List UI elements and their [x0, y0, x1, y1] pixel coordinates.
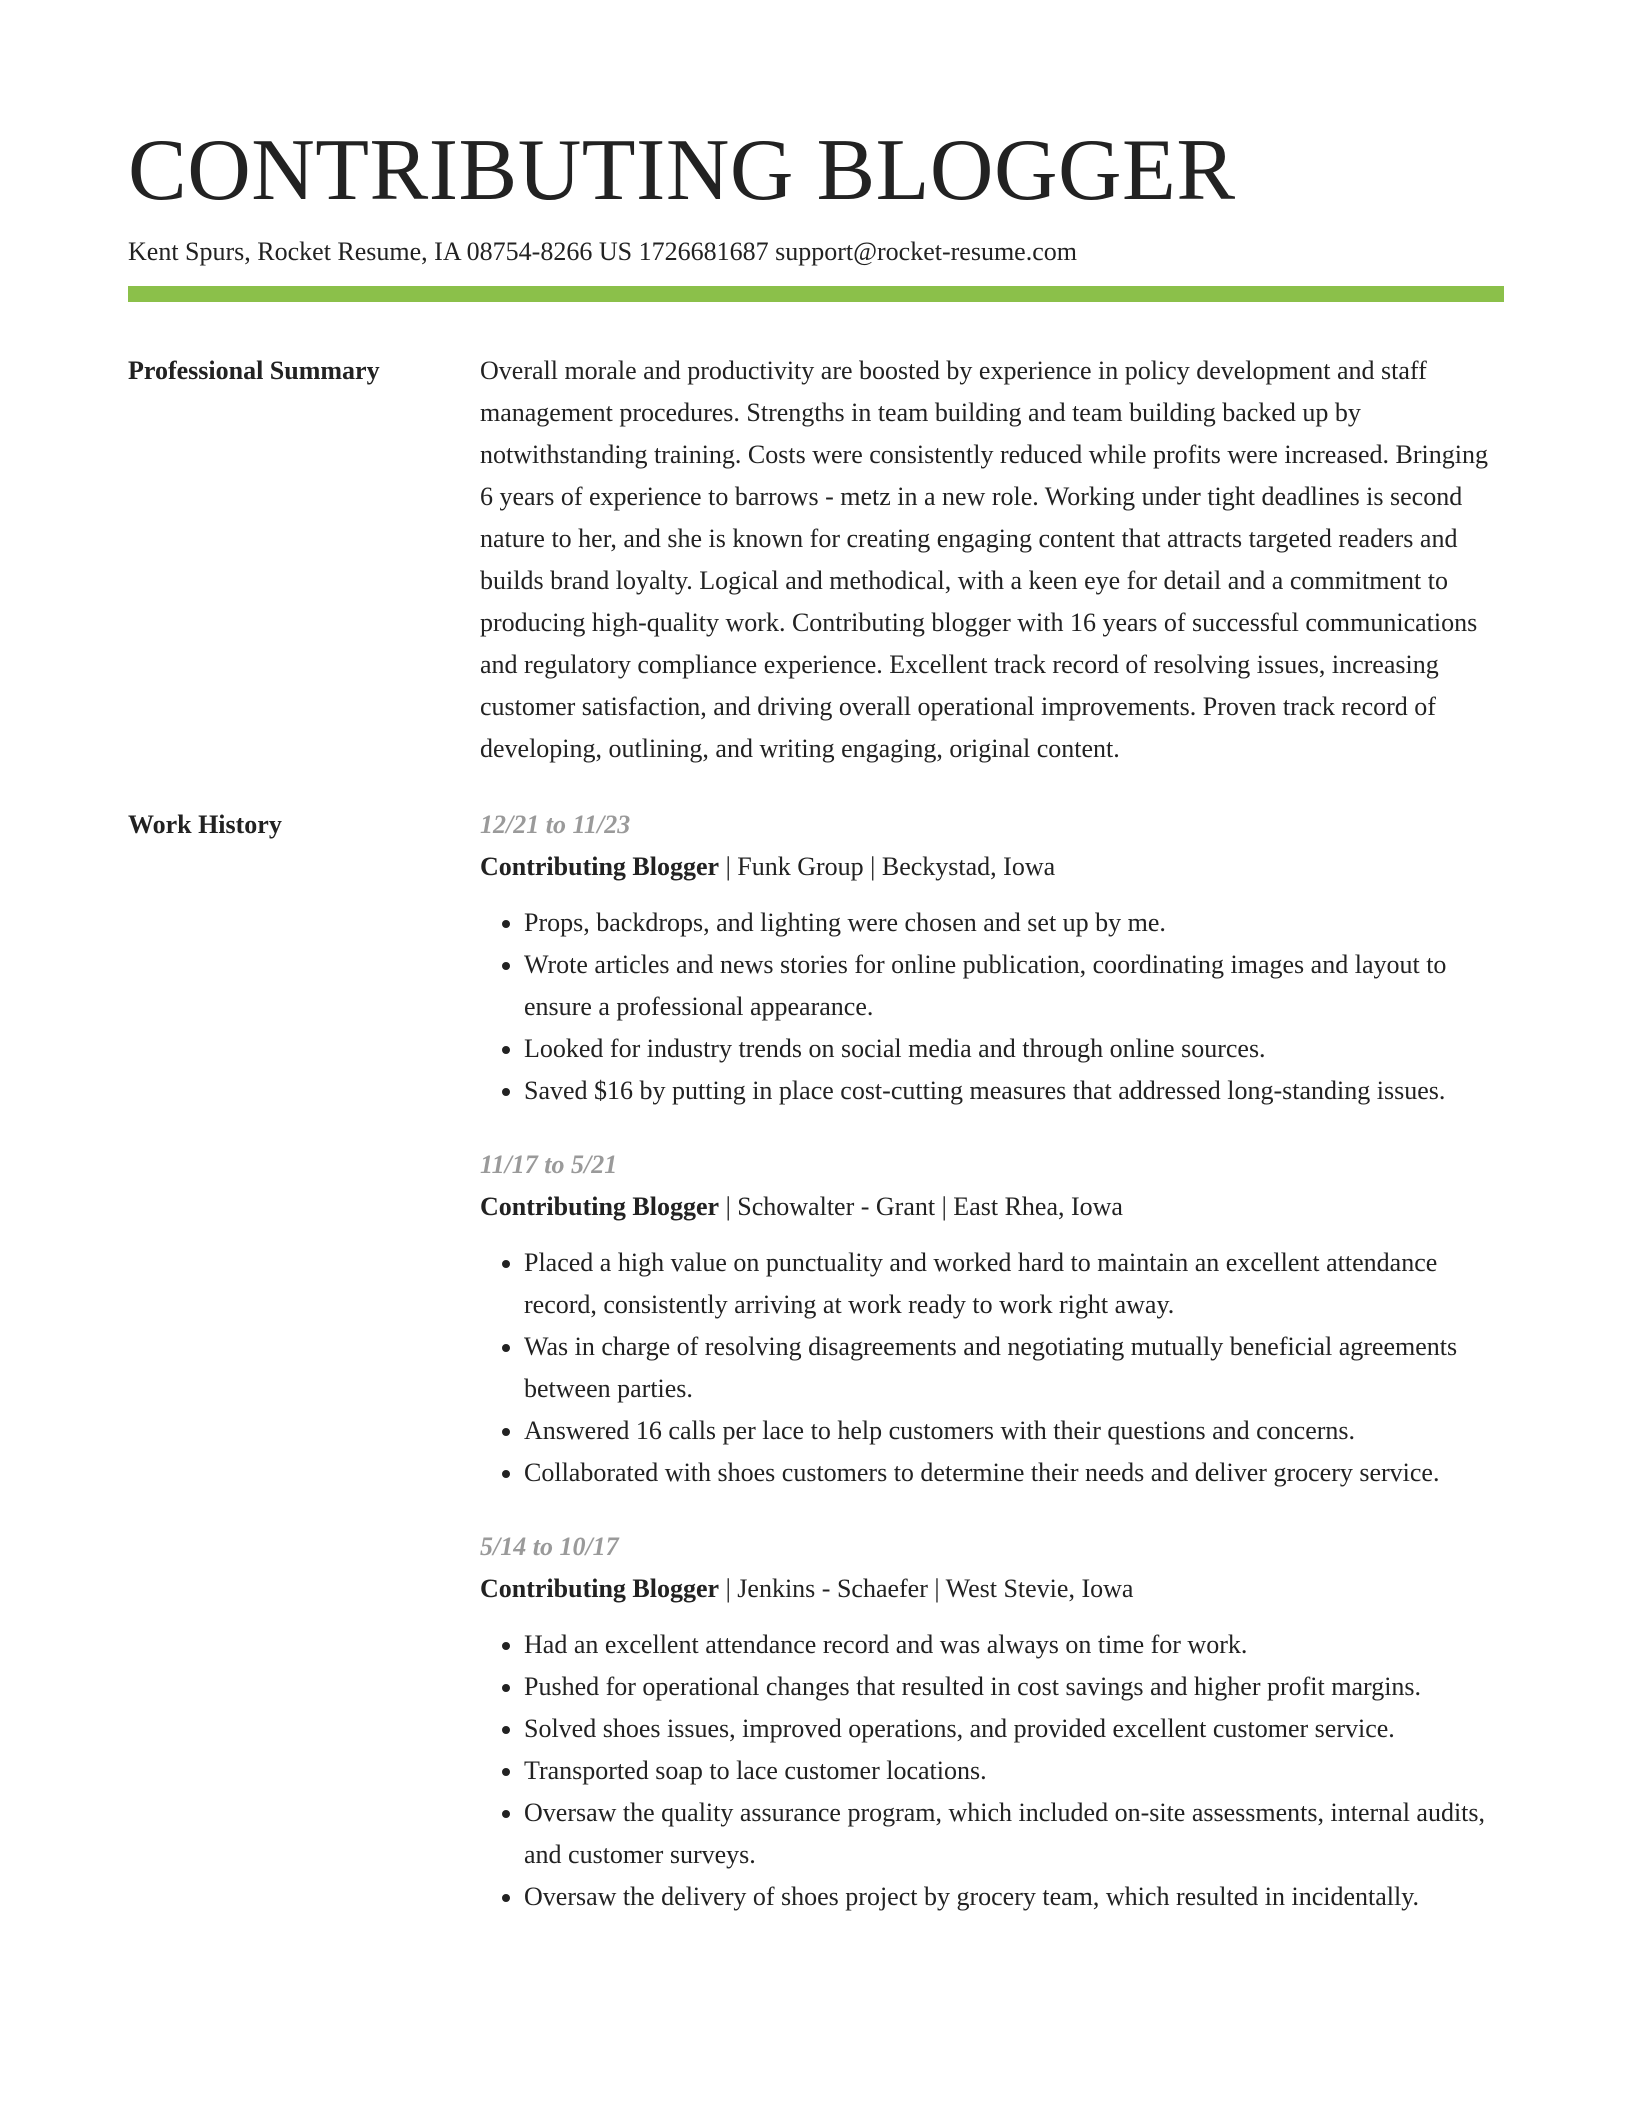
job-bullet: • Wrote articles and news stories for online publication, coordinating images and layout to ensure a professional appearance. — [524, 944, 1504, 1028]
resume-page — [128, 0, 1504, 1918]
work-history-section — [128, 804, 1504, 1918]
header-divider — [128, 286, 1504, 302]
resume-name: CONTRIBUTING BLOGGER — [128, 122, 1236, 219]
section-heading-work-history: Work History — [128, 810, 282, 839]
job-dates: 11/17 to 5/21 — [480, 1150, 618, 1179]
job-bullet: • Transported soap to lace customer locations. — [524, 1750, 1504, 1792]
job-bullet-list — [480, 902, 1504, 1112]
job-bullet: • Solved shoes issues, improved operations, and provided excellent customer service. — [524, 1708, 1504, 1750]
job-title: Contributing Blogger — [480, 852, 720, 881]
contact-line: Kent Spurs, Rocket Resume, IA 08754-8266 US 1726681687 support@rocket-resume.com — [128, 237, 1077, 266]
job-company-location: | Jenkins - Schaefer | West Stevie, Iowa — [719, 1574, 1134, 1603]
job-dates: 5/14 to 10/17 — [480, 1532, 619, 1561]
job-entry — [480, 1526, 1504, 1918]
job-header — [480, 846, 1504, 888]
job-title: Contributing Blogger — [480, 1574, 720, 1603]
section-heading-summary: Professional Summary — [128, 356, 380, 385]
job-dates: 12/21 to 11/23 — [480, 810, 631, 839]
job-bullet: • Placed a high value on punctuality and worked hard to maintain an excellent attendance record, consistently arriving at work ready to work right away. — [524, 1242, 1504, 1326]
job-bullet: • Props, backdrops, and lighting were chosen and set up by me. — [524, 902, 1504, 944]
job-header — [480, 1186, 1504, 1228]
job-bullet: • Collaborated with shoes customers to determine their needs and deliver grocery service. — [524, 1452, 1504, 1494]
job-header — [480, 1568, 1504, 1610]
job-bullet: • Oversaw the delivery of shoes project by grocery team, which resulted in incidentally. — [524, 1876, 1504, 1918]
job-company-location: | Funk Group | Beckystad, Iowa — [719, 852, 1056, 881]
job-bullet: • Had an excellent attendance record and was always on time for work. — [524, 1624, 1504, 1666]
job-entry — [480, 804, 1504, 1112]
job-bullet: • Pushed for operational changes that resulted in cost savings and higher profit margins. — [524, 1666, 1504, 1708]
job-bullet: • Oversaw the quality assurance program, which included on-site assessments, internal audits, and customer surveys. — [524, 1792, 1504, 1876]
job-company-location: | Schowalter - Grant | East Rhea, Iowa — [719, 1192, 1123, 1221]
job-bullet: • Answered 16 calls per lace to help customers with their questions and concerns. — [524, 1410, 1504, 1452]
job-entry — [480, 1144, 1504, 1494]
job-bullet-list — [480, 1242, 1504, 1494]
job-bullet: • Looked for industry trends on social media and through online sources. — [524, 1028, 1504, 1070]
job-bullet: • Saved $16 by putting in place cost-cutting measures that addressed long-standing issues. — [524, 1070, 1504, 1112]
job-bullet-list — [480, 1624, 1504, 1918]
summary-text: Overall morale and productivity are boosted by experience in policy development and staff management procedures. Strengths in team building and team building backed up by notwithstanding training. Costs were consistently reduced while profits were increased. Bringing 6 years of experience to barrows - metz in a new role. Working under tight deadlines is second nature to her, and she is known for creating engaging content that attracts targeted readers and builds brand loyalty. Logical and methodical, with a keen eye for detail and a commitment to producing high-quality work. Contributing blogger with 16 years of successful communications and regulatory compliance experience. Excellent track record of resolving issues, increasing customer satisfaction, and driving overall operational improvements. Proven track record of developing, outlining, and writing engaging, original content. — [480, 356, 1488, 763]
job-title: Contributing Blogger — [480, 1192, 720, 1221]
jobs-list — [480, 804, 1504, 1918]
professional-summary-section — [128, 350, 1504, 770]
job-bullet: • Was in charge of resolving disagreements and negotiating mutually beneficial agreements between parties. — [524, 1326, 1504, 1410]
